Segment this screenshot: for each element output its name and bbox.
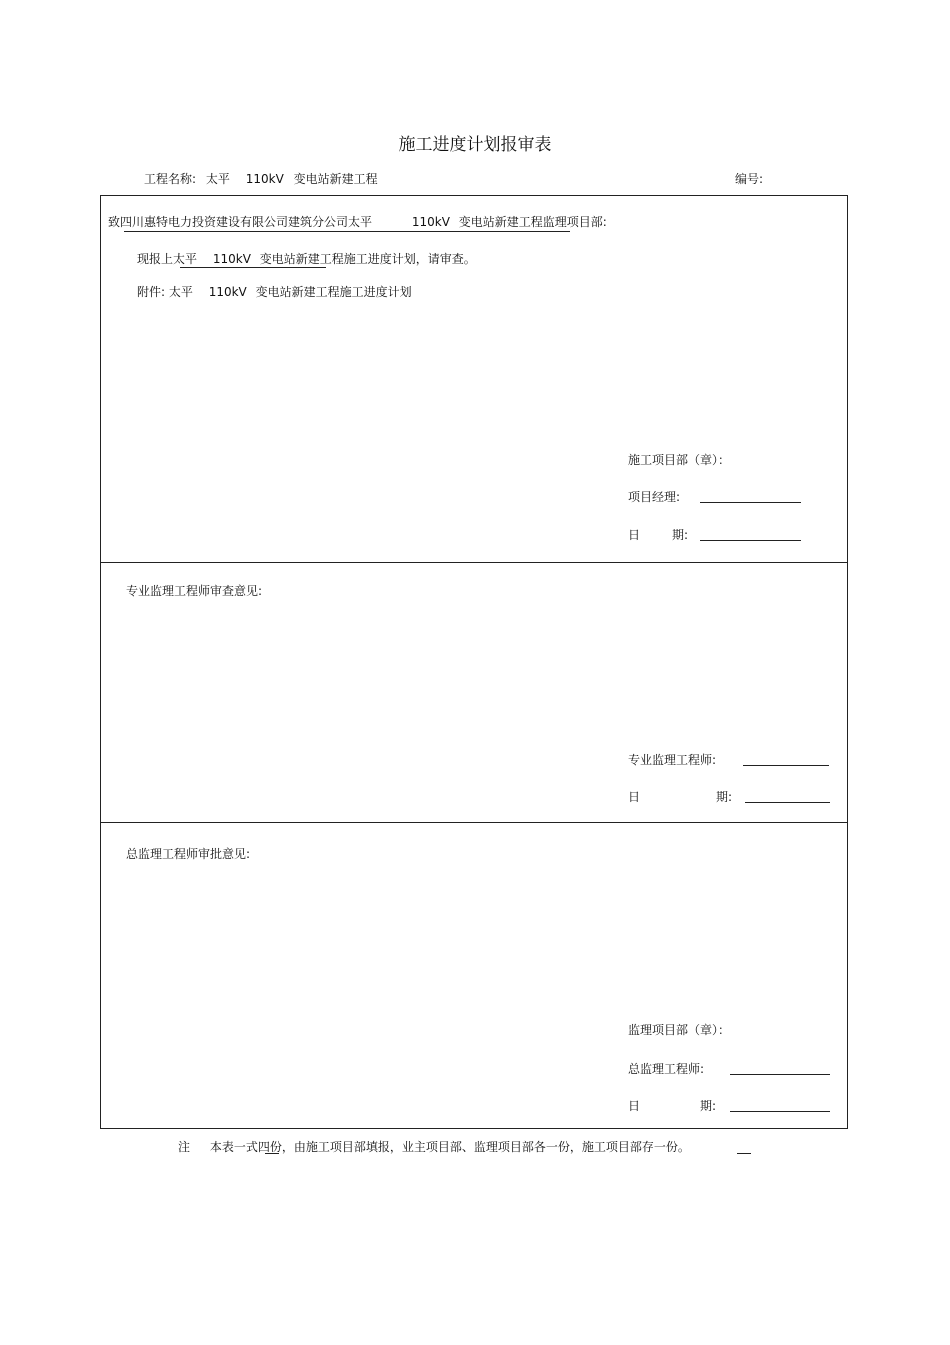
- specialist-engineer-label: 专业监理工程师:: [628, 753, 717, 767]
- construction-stamp-label: 施工项目部（章）：: [628, 453, 731, 467]
- project-name-row: [144, 170, 378, 187]
- date-field-section2[interactable]: [745, 802, 830, 803]
- note-label: 注: [178, 1140, 191, 1154]
- project-name-part-b: 110kV: [245, 172, 284, 186]
- attachment-kv: 110kV: [208, 285, 247, 299]
- chief-approval-heading: 总监理工程师审批意见:: [126, 847, 251, 861]
- submission-suffix: 变电站新建工程施工进度计划，请审查。: [259, 252, 476, 266]
- addressee-line: [108, 213, 607, 230]
- chief-engineer-signature-field[interactable]: [730, 1074, 830, 1075]
- date-label-section3-b: 期:: [700, 1099, 717, 1113]
- attachment-prefix: 附件: 太平: [137, 285, 193, 299]
- project-manager-signature-field[interactable]: [700, 502, 801, 503]
- addressee-suffix: 变电站新建工程监理项目部:: [458, 215, 607, 229]
- note-count: 四份: [257, 1140, 282, 1154]
- attachment-suffix: 变电站新建工程施工进度计划: [255, 285, 412, 299]
- page-title: 施工进度计划报审表: [398, 135, 552, 155]
- document-number-label: 编号:: [735, 172, 764, 186]
- date-label-section2-a: 日: [628, 790, 641, 804]
- supervision-stamp-label: 监理项目部（章）：: [628, 1023, 731, 1037]
- project-name-label: 工程名称:: [144, 172, 197, 186]
- date-label-section3-a: 日: [628, 1099, 641, 1113]
- footer-note: [178, 1138, 690, 1155]
- addressee-prefix: 致四川惠特电力投资建设有限公司建筑分公司太平: [108, 215, 373, 229]
- project-manager-label: 项目经理:: [628, 490, 681, 504]
- submission-kv: 110kV: [212, 252, 251, 266]
- date-field-section3[interactable]: [730, 1111, 830, 1112]
- date-field-section1[interactable]: [700, 540, 801, 541]
- addressee-kv: 110kV: [411, 215, 450, 229]
- section-divider-2: [100, 822, 848, 823]
- footer-trailing-blank: [737, 1153, 751, 1154]
- project-name-part-a: 太平: [205, 172, 230, 186]
- form-table: [100, 195, 848, 1129]
- note-count-underline: [265, 1153, 279, 1154]
- note-prefix: 本表一式: [209, 1140, 258, 1154]
- specialist-engineer-signature-field[interactable]: [743, 765, 829, 766]
- project-name-part-c: 变电站新建工程: [293, 172, 378, 186]
- specialist-review-heading: 专业监理工程师审查意见:: [126, 584, 263, 598]
- date-label-section1-a: 日: [628, 528, 641, 542]
- note-suffix: ，由施工项目部填报，业主项目部、监理项目部各一份，施工项目部存一份。: [281, 1140, 690, 1154]
- chief-engineer-label: 总监理工程师:: [628, 1062, 705, 1076]
- date-label-section2-b: 期:: [716, 790, 733, 804]
- submission-underline: [180, 267, 326, 268]
- date-label-section1-b: 期:: [672, 528, 689, 542]
- section-divider-1: [100, 562, 848, 563]
- addressee-underline: [124, 231, 570, 232]
- attachment-line: [137, 283, 412, 300]
- submission-line: [137, 250, 476, 267]
- submission-prefix: 现报上太平: [137, 252, 198, 266]
